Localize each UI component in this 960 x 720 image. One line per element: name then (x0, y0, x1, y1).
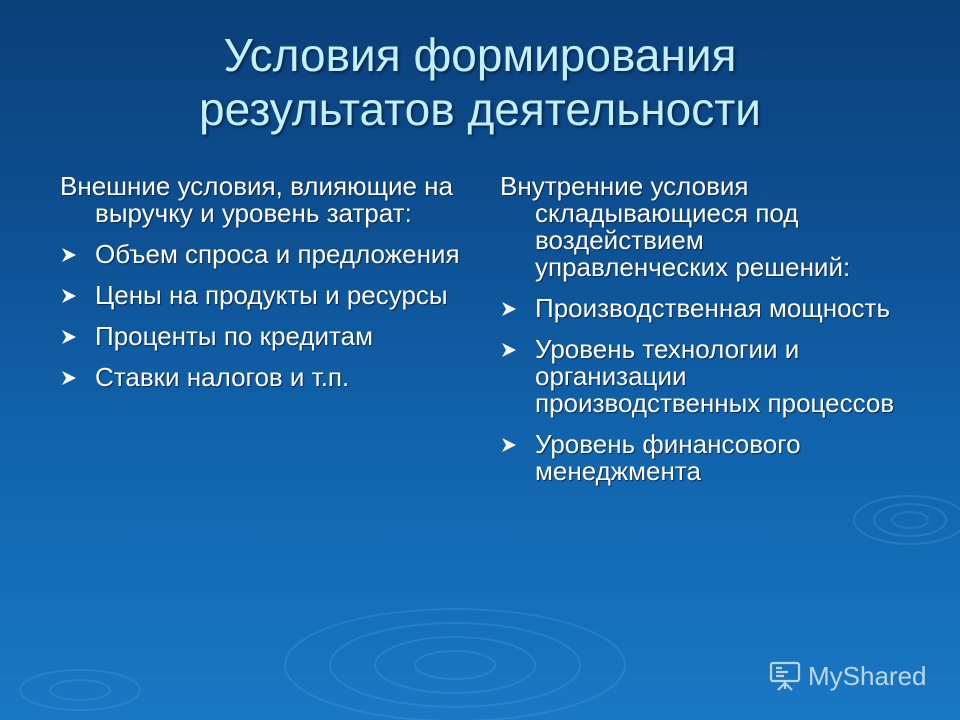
arrow-bullet-icon (500, 436, 518, 454)
arrow-bullet-icon (500, 341, 518, 359)
list-item-text: Уровень технологии и организации производственных процессов (535, 334, 895, 418)
arrow-bullet-icon (60, 328, 78, 346)
myshared-logo[interactable] (768, 656, 927, 696)
right-column-list (500, 295, 900, 485)
list-item-text: Проценты по кредитам (95, 321, 373, 351)
logo-text: MyShared (808, 660, 927, 691)
list-item (60, 323, 480, 350)
right-column-heading: Внутренние условия складывающиеся под воздействием управленческих решений: (500, 171, 851, 282)
arrow-bullet-icon (500, 300, 518, 318)
right-column (500, 173, 900, 499)
list-item-text: Производственная мощность (535, 293, 890, 323)
list-item (500, 295, 900, 322)
left-column-heading: Внешние условия, влияющие на выручку и уровень затрат: (60, 171, 453, 228)
arrow-bullet-icon (60, 287, 78, 305)
slide-title (0, 28, 960, 136)
list-item-text: Ставки налогов и т.п. (95, 362, 350, 392)
left-column (60, 173, 480, 405)
title-line-2: результатов деятельности (199, 83, 761, 135)
list-item (500, 431, 900, 485)
list-item (60, 364, 480, 391)
arrow-bullet-icon (60, 369, 78, 387)
list-item (500, 336, 900, 417)
list-item-text: Цены на продукты и ресурсы (95, 280, 448, 310)
list-item (60, 241, 480, 268)
presentation-board-icon (768, 659, 802, 693)
list-item-text: Объем спроса и предложения (95, 239, 460, 269)
left-column-list (60, 241, 480, 391)
list-item-text: Уровень финансового менеджмента (535, 429, 801, 486)
arrow-bullet-icon (60, 246, 78, 264)
list-item (60, 282, 480, 309)
title-line-1: Условия формирования (223, 29, 737, 81)
